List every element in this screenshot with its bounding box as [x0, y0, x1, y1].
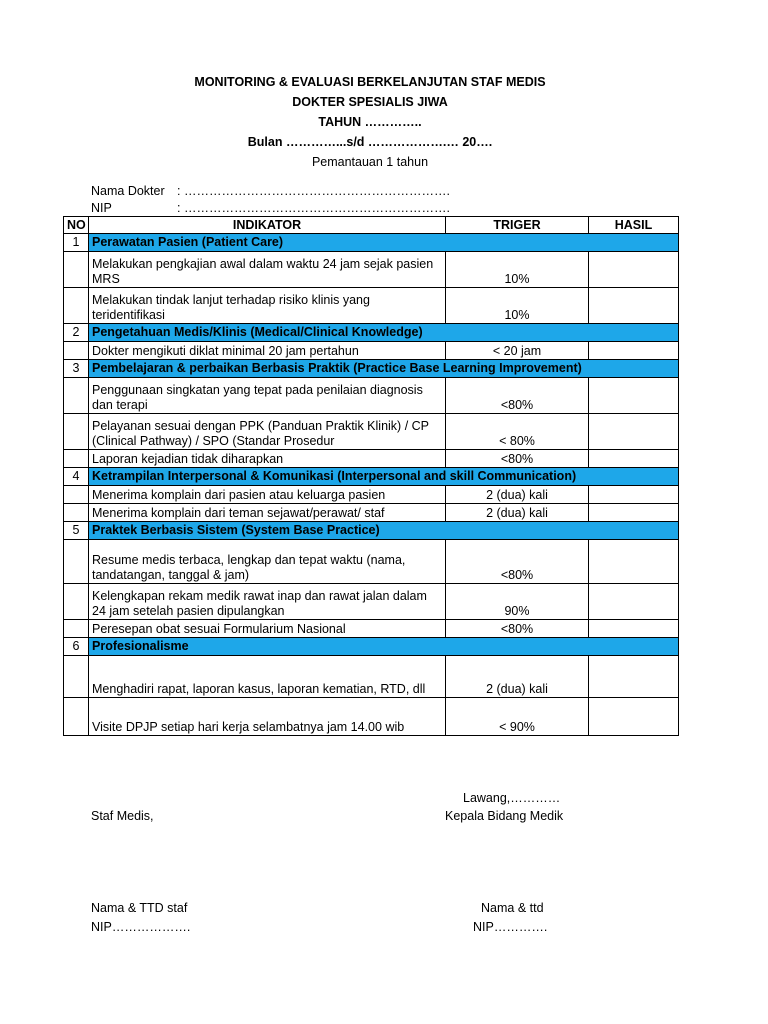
title-block — [0, 72, 740, 172]
section-title: Ketrampilan Interpersonal & Komunikasi (Interpersonal and skill Communication) — [89, 468, 679, 486]
trigger-cell: < 90% — [446, 698, 589, 736]
indicator-cell: Visite DPJP setiap hari kerja selambatnya jam 14.00 wib — [89, 698, 446, 736]
table-row — [64, 450, 679, 468]
result-cell[interactable] — [589, 252, 679, 288]
result-cell[interactable] — [589, 450, 679, 468]
section-title: Profesionalisme — [89, 638, 679, 656]
indicator-cell: Dokter mengikuti diklat minimal 20 jam pertahun — [89, 342, 446, 360]
result-cell[interactable] — [589, 656, 679, 698]
section-title: Praktek Berbasis Sistem (System Base Practice) — [89, 522, 679, 540]
trigger-cell: 90% — [446, 584, 589, 620]
indicator-cell: Laporan kejadian tidak diharapkan — [89, 450, 446, 468]
table-row — [64, 540, 679, 584]
trigger-cell: 2 (dua) kali — [446, 656, 589, 698]
result-cell[interactable] — [589, 620, 679, 638]
result-cell[interactable] — [589, 378, 679, 414]
result-cell[interactable] — [589, 540, 679, 584]
result-cell[interactable] — [589, 486, 679, 504]
right-signer-nip: NIP…………. — [473, 920, 548, 934]
section-no: 3 — [64, 360, 89, 378]
indicator-cell: Pelayanan sesuai dengan PPK (Panduan Praktik Klinik) / CP (Clinical Pathway) / SPO (Standar Prosedur — [89, 414, 446, 450]
section-row-5 — [64, 522, 679, 540]
indicator-cell: Melakukan tindak lanjut terhadap risiko klinis yang teridentifikasi — [89, 288, 446, 324]
place-date: Lawang,………… — [463, 791, 561, 805]
table-row — [64, 698, 679, 736]
right-signer-role: Kepala Bidang Medik — [445, 809, 564, 823]
table-header-row — [64, 217, 679, 234]
table-row — [64, 378, 679, 414]
left-signer-nip: NIP………………. — [91, 920, 191, 934]
section-no: 5 — [64, 522, 89, 540]
trigger-cell: <80% — [446, 450, 589, 468]
section-no: 4 — [64, 468, 89, 486]
table-row — [64, 342, 679, 360]
left-signer-role: Staf Medis, — [91, 809, 154, 823]
trigger-cell: 10% — [446, 288, 589, 324]
trigger-cell: <80% — [446, 620, 589, 638]
result-cell[interactable] — [589, 584, 679, 620]
table-row — [64, 414, 679, 450]
section-no: 1 — [64, 234, 89, 252]
trigger-cell: 2 (dua) kali — [446, 504, 589, 522]
table-row — [64, 620, 679, 638]
nip-label: NIP — [91, 201, 112, 215]
indicator-cell: Menerima komplain dari pasien atau keluarga pasien — [89, 486, 446, 504]
table-row — [64, 252, 679, 288]
result-cell[interactable] — [589, 698, 679, 736]
title-line-4: Bulan …………...s/d ……………….… 20…. — [247, 135, 493, 149]
indicator-cell: Melakukan pengkajian awal dalam waktu 24 jam sejak pasien MRS — [89, 252, 446, 288]
table-row — [64, 584, 679, 620]
section-no: 6 — [64, 638, 89, 656]
section-row-1 — [64, 234, 679, 252]
section-title: Perawatan Pasien (Patient Care) — [89, 234, 679, 252]
trigger-cell: < 20 jam — [446, 342, 589, 360]
section-row-4 — [64, 468, 679, 486]
nip-field: : ………………………………………………………. — [177, 201, 450, 215]
doctor-name-row — [91, 183, 450, 199]
indicator-cell: Menerima komplain dari teman sejawat/perawat/ staf — [89, 504, 446, 522]
table-row — [64, 486, 679, 504]
col-header-indikator: INDIKATOR — [89, 217, 446, 234]
doctor-name-label: Nama Dokter — [91, 184, 165, 198]
result-cell[interactable] — [589, 342, 679, 360]
right-signer-name: Nama & ttd — [481, 901, 544, 915]
section-title: Pengetahuan Medis/Klinis (Medical/Clinical Knowledge) — [89, 324, 679, 342]
trigger-cell: < 80% — [446, 414, 589, 450]
col-header-hasil: HASIL — [589, 217, 679, 234]
indicator-cell: Menghadiri rapat, laporan kasus, laporan kematian, RTD, dll — [89, 656, 446, 698]
trigger-cell: <80% — [446, 378, 589, 414]
indicator-cell: Kelengkapan rekam medik rawat inap dan rawat jalan dalam 24 jam setelah pasien dipulangkan — [89, 584, 446, 620]
section-title: Pembelajaran & perbaikan Berbasis Praktik (Practice Base Learning Improvement) — [89, 360, 679, 378]
nip-row — [91, 200, 450, 216]
trigger-cell: 2 (dua) kali — [446, 486, 589, 504]
result-cell[interactable] — [589, 414, 679, 450]
trigger-cell: 10% — [446, 252, 589, 288]
section-row-3 — [64, 360, 679, 378]
section-row-6 — [64, 638, 679, 656]
indicator-cell: Penggunaan singkatan yang tepat pada penilaian diagnosis dan terapi — [89, 378, 446, 414]
col-header-no: NO — [64, 217, 89, 234]
subtitle: Pemantauan 1 tahun — [311, 155, 429, 169]
doctor-name-field: : ………………………………………………………. — [177, 184, 450, 198]
trigger-cell: <80% — [446, 540, 589, 584]
section-row-2 — [64, 324, 679, 342]
result-cell[interactable] — [589, 504, 679, 522]
section-no: 2 — [64, 324, 89, 342]
result-cell[interactable] — [589, 288, 679, 324]
col-header-triger: TRIGER — [446, 217, 589, 234]
title-line-2: DOKTER SPESIALIS JIWA — [292, 95, 448, 109]
table-row — [64, 656, 679, 698]
indicator-cell: Peresepan obat sesuai Formularium Nasional — [89, 620, 446, 638]
table-row — [64, 288, 679, 324]
indicator-table — [63, 216, 679, 736]
title-line-3: TAHUN ………….. — [318, 115, 422, 129]
left-signer-name: Nama & TTD staf — [91, 901, 188, 915]
indicator-cell: Resume medis terbaca, lengkap dan tepat waktu (nama, tandatangan, tanggal & jam) — [89, 540, 446, 584]
title-line-1: MONITORING & EVALUASI BERKELANJUTAN STAF MEDIS — [194, 75, 546, 89]
table-row — [64, 504, 679, 522]
